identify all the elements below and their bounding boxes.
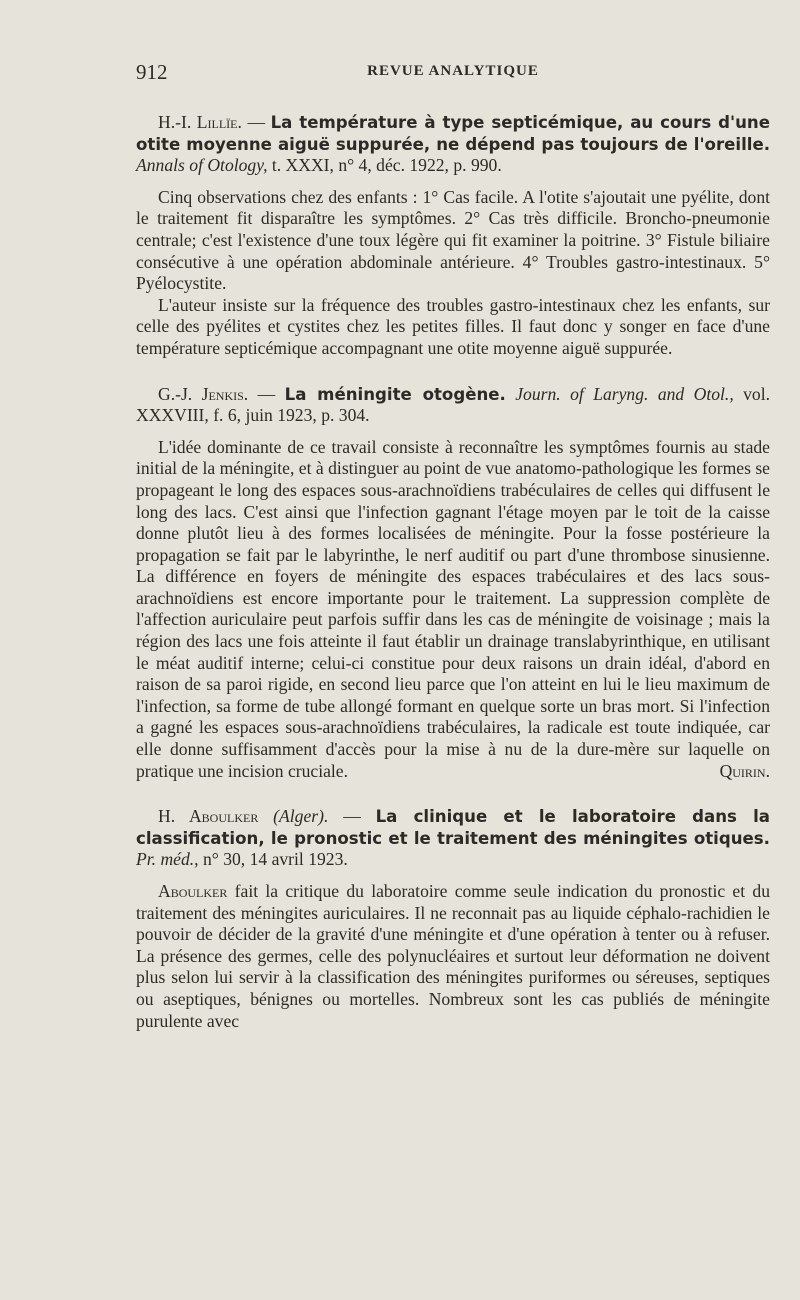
journal-name: Journ. of Laryng. and Otol., bbox=[515, 383, 734, 404]
article-paragraph bbox=[136, 437, 770, 783]
article-paragraph: Cinq observations chez des enfants : 1° Cas facile. A l'otite s'ajoutait une pyélite, dont le traitement fit disparaître les symptômes. 2° Cas très difficile. Broncho-pneumonie centrale; c'est l'existence d'une toux légère qui fit examiner la poitrine. 3° Fistule biliaire consécutive à une opération abdominale antérieure. 4° Troubles gastro-intestinaux. 5° Pyélocystite. bbox=[136, 186, 770, 294]
article-paragraph: L'auteur insiste sur la fréquence des troubles gastro-intestinaux chez les enfants, sur celle des pyélites et cystites chez les petites filles. Il faut donc y songer en face d'une température septicémique accompagnant une otite moyenne aiguë suppurée. bbox=[136, 294, 770, 358]
article-title: La clinique et le laboratoire dans la classification, le pronostic et le traitement des méningites otiques. bbox=[136, 807, 771, 848]
article-title: La méningite otogène. bbox=[284, 384, 506, 404]
article-title: La température à type septicémique, au cours d'une otite moyenne aiguë suppurée, ne dépend pas toujours de l'oreille. bbox=[136, 113, 771, 154]
citation-dash: — bbox=[328, 806, 376, 827]
article-citation bbox=[136, 112, 770, 177]
page-header bbox=[136, 60, 770, 84]
article-citation bbox=[136, 806, 770, 871]
article-aboulker bbox=[136, 806, 770, 1032]
journal-name: Pr. méd., bbox=[136, 849, 199, 870]
article-author: H. Aboulker bbox=[158, 806, 259, 827]
citation-dash: — bbox=[248, 383, 285, 404]
article-paragraph-text: L'idée dominante de ce travail consiste à reconnaître les symptômes fournis au stade initial de la méningite, et à distinguer au point de vue anatomo-pathologique les formes se propageant le long des espaces sous-arachnoïdiens trabéculaires de celles qui diffusent le long des lacs. C'est ainsi que l'infection gagnant l'étage moyen par le toit de la caisse donne plutôt lieu à des formes localisées de méningite. Pour la fosse postérieure la propagation se fait par le labyrinthe, le nerf auditif ou part d'une thrombose sinusienne. La différence en foyers de méningite des espaces trabéculaires et des lacs sous-arachnoïdiens est encore importante pour le traitement. La suppression complète de l'affection auriculaire peut parfois suffir dans les cas de méningite de voisinage ; mais la région des lacs une fois atteinte il faut établir un drainage translabyrinthique, en utilisant le méat auditif interne; celui-ci constitue pour deux raisons un drain idéal, d'abord en raison de sa paroi rigide, en second lieu parce que l'on atteint en lui le lieu maximum de l'infection, sa forme de tube allongé formant en quelque sorte un bras mort. Si l'infection a gagné les espaces sous-arachnoïdiens trabéculaires, la radicale est toute indiquée, car elle donne suffisamment d'accès pour la mise à nu de la dure-mère sur laquelle on pratique une incision cruciale. bbox=[136, 436, 770, 781]
journal-details: vol. XXXVIII, f. 6, juin 1923, p. 304. bbox=[136, 383, 771, 426]
journal-details: t. XXXI, n° 4, déc. 1922, p. 990. bbox=[267, 155, 502, 176]
article-jenkis bbox=[136, 384, 770, 783]
article-author: G.-J. Jenkis. bbox=[158, 383, 249, 404]
author-place: (Alger). bbox=[273, 806, 329, 827]
lead-author: Aboulker bbox=[158, 881, 228, 901]
article-paragraph bbox=[136, 881, 770, 1032]
page-content bbox=[136, 112, 770, 1056]
running-title: REVUE ANALYTIQUE bbox=[367, 63, 539, 79]
article-lillie bbox=[136, 112, 770, 360]
article-author: H.-I. Lillïe. bbox=[158, 112, 242, 132]
journal-details: n° 30, 14 avril 1923. bbox=[198, 849, 348, 870]
article-paragraph-text: fait la critique du laboratoire comme seule indication du pronostic et du traitement des méningites auriculaires. Il ne reconnait pas au liquide céphalo-rachidien le pouvoir de décider de la gravité d'une méningite et d'une opération à tenter ou à refuser. La présence des germes, celle des polynucléaires et surtout leur déformation ne doivent plus selon lui servir à la classification des méningites puriformes ou séreuses, septiques ou aseptiques, bénignes ou mortelles. Nombreux sont les cas publiés de méningite purulente avec bbox=[136, 881, 770, 1031]
citation-dash: — bbox=[241, 112, 271, 132]
article-citation bbox=[136, 384, 770, 427]
page-number: 912 bbox=[136, 60, 168, 84]
journal-name: Annals of Otology, bbox=[136, 155, 268, 176]
reviewer-signature: Quirin. bbox=[719, 760, 770, 781]
